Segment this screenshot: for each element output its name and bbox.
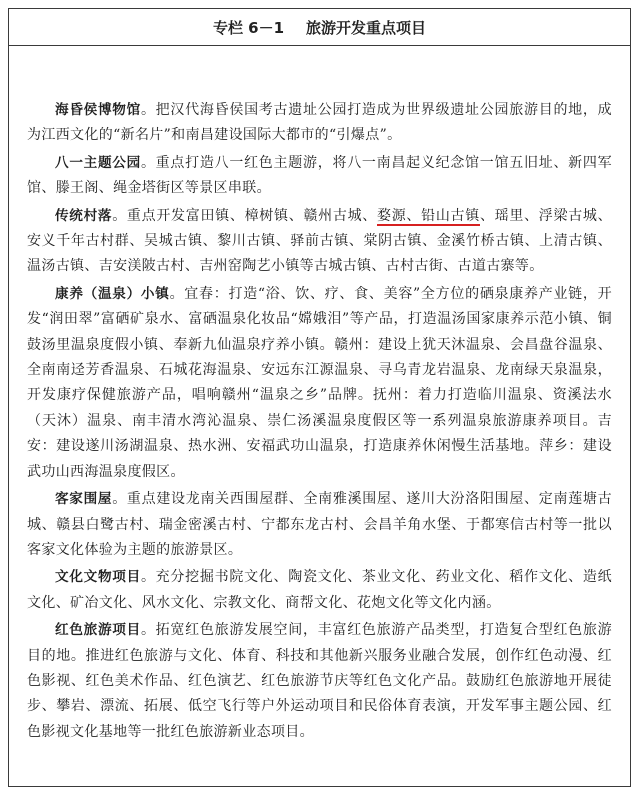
section-text: 。拓宽红色旅游发展空间，丰富红色旅游产品类型，打造复合型红色旅游目的地。推进红色旅游与文化、体育、科技和其他新兴服务业融合发展，创作红色动漫、红色影视、红色美术作品、红色演艺、红色旅游节庆等红色文化产品。鼓励红色旅游地开展徒步、攀岩、漂流、拓展、低空飞行等户外运动项目和民俗体育表演，开发军事主题公园、红色影视文化基地等一批红色旅游新业态项目。 (27, 622, 612, 740)
section-text: 、瑶里、浮梁古城、安义千年古村群、吴城古镇、黎川古镇、驿前古镇、棠阴古镇、金溪竹桥古镇、上清古镇、温汤古镇、吉安渼陂古村、吉州窑陶艺小镇等古城古镇、古村古街、古道古寨等。 (27, 207, 612, 275)
section-wellness-towns (27, 282, 612, 485)
box-title-bar (9, 9, 630, 46)
highlighted-text: 婺源、铅山古镇 (377, 207, 480, 224)
section-text: 。宜春：打造“浴、饮、疗、食、美容”全方位的硒泉康养产业链，开发“润田翠”富硒矿泉水、富硒温泉化妆品“嫦娥泪”等产品，打造温汤国家康养示范小镇、铜鼓汤里温泉度假小镇、奉新九仙温泉疗养小镇。赣州：建设上犹天沐温泉、会昌盘谷温泉、全南南迳芳香温泉、石城花海温泉、安远东江源温泉、寻乌青龙岩温泉、龙南绿天泉温泉，开发康疗保健旅游产品，唱响赣州“温泉之乡”品牌。抚州：着力打造临川温泉、资溪法水（天沐）温泉、南丰清水湾沁温泉、崇仁汤溪温泉度假区等一系列温泉旅游康养项目。吉安：建设遂川汤湖温泉、热水洲、安福武功山温泉，打造康养休闲慢生活基地。萍乡：建设武功山西海温泉度假区。 (27, 285, 612, 480)
section-red-tourism (27, 618, 612, 745)
section-cultural-relics (27, 565, 612, 616)
section-lead: 客家围屋 (55, 491, 113, 508)
section-lead: 海昏侯博物馆 (55, 102, 141, 118)
section-text: 。把汉代海昏侯国考古遗址公园打造成为世界级遗址公园旅游目的地，成为江西文化的“新名片”和南昌建设国际大都市的“引爆点”。 (27, 102, 612, 144)
section-lead: 文化文物项目 (55, 569, 141, 586)
section-lead: 康养（温泉）小镇 (55, 285, 170, 302)
section-text: 。重点开发富田镇、樟树镇、赣州古城、 (112, 207, 377, 224)
section-text: 。重点打造八一红色主题游，将八一南昌起义纪念馆一馆五旧址、新四军馆、滕王阁、绳金塔街区等景区串联。 (27, 154, 612, 197)
box-body (9, 46, 630, 745)
section-lead: 传统村落 (55, 207, 113, 224)
section-text: 。重点建设龙南关西围屋群、全南雅溪围屋、遂川大汾洛阳围屋、定南莲塘古城、赣县白鹭古村、瑞金密溪古村、宁都东龙古村、会昌羊角水堡、于都寒信古村等一批以客家文化体验为主题的旅游景区。 (27, 491, 612, 558)
section-traditional-villages (27, 204, 612, 280)
section-hakka-houses (27, 487, 612, 563)
feature-box (8, 8, 631, 787)
box-title-label: 专栏 6－1 (212, 18, 285, 37)
box-title-text: 旅游开发重点项目 (306, 18, 427, 37)
section-museum (27, 98, 612, 149)
section-lead: 红色旅游项目 (55, 622, 141, 639)
section-lead: 八一主题公园 (55, 154, 141, 171)
section-text: 。充分挖掘书院文化、陶瓷文化、茶业文化、药业文化、稻作文化、造纸文化、矿冶文化、风水文化、宗教文化、商帮文化、花炮文化等文化内涵。 (27, 569, 612, 611)
section-bayi-park (27, 151, 612, 202)
